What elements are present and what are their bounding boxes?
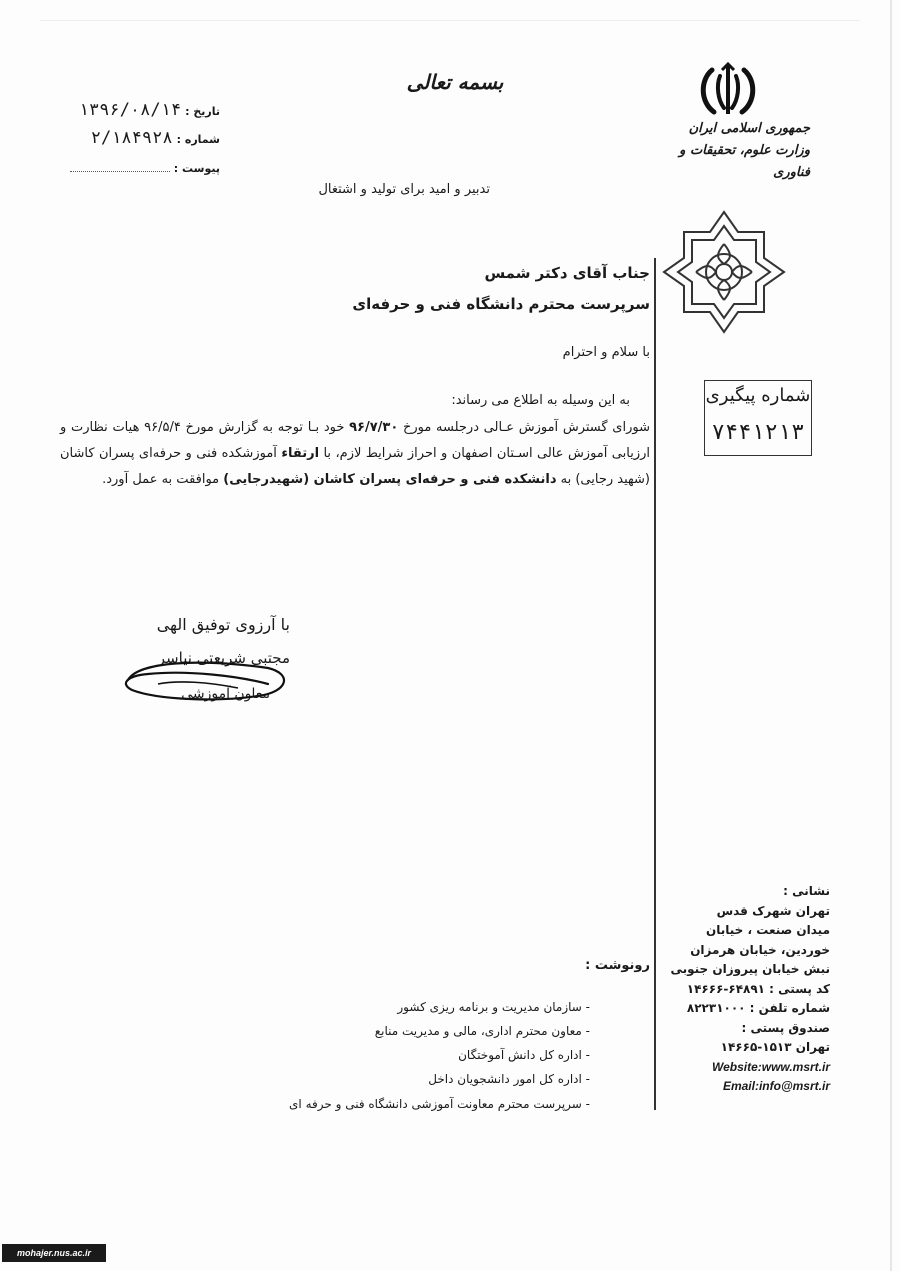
margin-divider bbox=[654, 258, 656, 1110]
po-box-value: تهران ۱۵۱۳-۱۴۶۶۵ bbox=[720, 1040, 830, 1054]
cc-item: - سرپرست محترم معاونت آموزشی دانشگاه فنی و حرفه ای bbox=[289, 1097, 590, 1111]
bismillah-heading: بسمه تعالی bbox=[406, 70, 504, 94]
iran-emblem-icon bbox=[690, 62, 766, 122]
slogan: تدبیر و امید برای تولید و اشتغال bbox=[318, 182, 490, 197]
closing-phrase: با آرزوی توفیق الهی bbox=[156, 615, 290, 634]
cc-item: - اداره کل دانش آموختگان bbox=[458, 1048, 590, 1062]
source-watermark: mohajer.nus.ac.ir bbox=[2, 1244, 106, 1262]
intro-line: به این وسیله به اطلاع می رساند: bbox=[451, 393, 630, 408]
ministry-name bbox=[640, 118, 810, 184]
tracking-label: شماره پیگیری bbox=[705, 385, 811, 406]
body-new-faculty-name: دانشکده فنی و حرفه‌ای پسران کاشان (شهیدرجایی) bbox=[223, 472, 557, 487]
website-link[interactable]: Website:www.msrt.ir bbox=[711, 1059, 830, 1074]
cc-item: - سازمان مدیریت و برنامه ریزی کشور bbox=[397, 1000, 590, 1014]
letter-body-paragraph bbox=[60, 415, 650, 493]
ministry-line-ministry: وزارت علوم، تحقیقات و فناوری bbox=[679, 143, 810, 180]
signer-name: مجتبی شریعتی نیاسر bbox=[157, 649, 290, 667]
tracking-number: ۷۴۴۱۲۱۳ bbox=[711, 420, 805, 445]
number-value: ۲/۱۸۴۹۲۸ bbox=[90, 128, 173, 148]
addressee-name: جناب آقای دکتر شمس bbox=[484, 264, 650, 282]
body-upgrade-word: ارتقاء bbox=[281, 446, 320, 461]
contact-line: تهران شهرک قدس bbox=[716, 903, 830, 918]
number-field bbox=[50, 128, 220, 148]
handwritten-signature-icon bbox=[118, 654, 293, 706]
po-box-label: صندوق پستی : bbox=[741, 1020, 830, 1035]
contact-heading: نشانی : bbox=[783, 884, 830, 898]
addressee-title: سرپرست محترم دانشگاه فنی و حرفه‌ای bbox=[352, 295, 650, 313]
contact-block bbox=[670, 882, 830, 1097]
attachment-label: پیوست : bbox=[173, 162, 220, 175]
contact-line: خوردین، خیابان هرمزان bbox=[690, 942, 830, 957]
date-field bbox=[50, 100, 220, 120]
cc-heading: رونوشت : bbox=[585, 958, 650, 973]
cc-item: - اداره کل امور دانشجویان داخل bbox=[428, 1072, 590, 1086]
contact-line: نبش خیابان پیروزان جنوبی bbox=[670, 962, 830, 976]
ministry-line-country: جمهوری اسلامی ایران bbox=[688, 121, 810, 136]
body-part-4: موافقت به عمل آورد. bbox=[102, 472, 220, 487]
body-part-1: شورای گسترش آموزش عـالی درجلسه مورخ bbox=[402, 420, 650, 435]
date-label: تاریخ : bbox=[185, 105, 220, 118]
signer-title: معاون آموزشی bbox=[181, 686, 270, 702]
number-label: شماره : bbox=[176, 133, 220, 146]
body-council-date: ۹۶/۷/۳۰ bbox=[349, 420, 399, 435]
attachment-field bbox=[50, 162, 220, 175]
attachment-dots bbox=[70, 171, 170, 172]
phone-number: شماره تلفن : ۸۲۲۳۱۰۰۰ bbox=[686, 1001, 830, 1015]
scan-edge-right bbox=[890, 0, 892, 1271]
postal-code: کد پستی : ۶۴۸۹۱-۱۴۶۶۶ bbox=[686, 981, 830, 996]
date-value: ۱۳۹۶/۰۸/۱۴ bbox=[78, 100, 182, 120]
body-part-2: خود بـا توجه به گزارش مورخ ۹۶/۵/۴ هیات نظارت و ارزیابی آموزش عالی اسـتان اصفهان و احراز شرایط لازم، با bbox=[60, 420, 650, 461]
cc-item: - معاون محترم اداری، مالی و مدیریت منابع bbox=[374, 1024, 590, 1038]
contact-line: میدان صنعت ، خیابان bbox=[706, 923, 830, 937]
greeting: با سلام و احترام bbox=[562, 345, 650, 360]
scan-edge-top bbox=[40, 20, 860, 21]
body-part-3: آموزشکده فنی و حرفه‌ای پسران کاشان (شهید رجایی) به bbox=[60, 446, 650, 487]
email-link[interactable]: Email:info@msrt.ir bbox=[722, 1079, 830, 1093]
ornament-medallion-icon bbox=[660, 208, 788, 336]
